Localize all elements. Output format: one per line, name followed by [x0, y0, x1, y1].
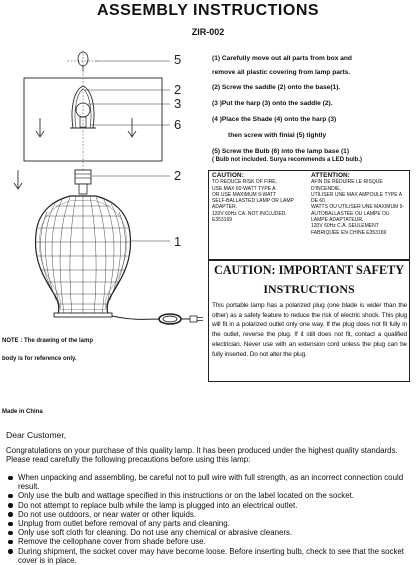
- caution-line: TO REDUCE RISK OF FIRE,: [212, 179, 277, 186]
- attention-heading: ATTENTION:: [311, 172, 350, 179]
- caution-english: [212, 173, 308, 223]
- note-line: NOTE : The drawing of the lamp: [2, 338, 94, 344]
- step-line: then screw with finial (5) tightly: [228, 132, 327, 139]
- caution-line: AFIN DE RÉDUIRE LE RISQUE D'INCENDIE,: [311, 179, 383, 192]
- list-item: During shipment, the socket cover may have become loose. Before inserting bulb, check to see that the socket cover is in place.: [6, 547, 410, 565]
- step-line: remove all plastic covering from lamp parts.: [212, 69, 351, 76]
- safety-body: This portable lamp has a polarized plug (one blade is wider than the other) as a safety feature to reduce the risk of electric shock. This plug will fit in a polarized outlet only one way. If the plug does not fit fully in the outlet, reverse the plug. If it still does not fit, contact a qualified electrician. Never use with an extension cord unless the plug can be fully inserted. Do not alter the plug.: [212, 302, 407, 358]
- list-item: Do not use outdoors, or near water or other liquids.: [6, 510, 410, 519]
- safety-instructions-box: [208, 259, 410, 382]
- label-shade: 2: [174, 82, 182, 97]
- list-item: Only use the bulb and wattage specified in this instructions or on the label located on the socket.: [6, 491, 410, 500]
- label-bulb: 6: [174, 117, 182, 132]
- power-cord-drawing: [112, 314, 203, 324]
- safety-heading: CAUTION: IMPORTANT SAFETY: [213, 263, 405, 277]
- caution-line: OR USE MAXIMUM 9-WATT: [212, 191, 277, 198]
- note-line: body is for reference only.: [2, 356, 77, 362]
- caution-line: SELF-BALLASTED LAMP OR LAMP ADAPTER.: [212, 198, 294, 211]
- step-line: ( Bulb not included. Surya recommends a LED bulb.): [212, 157, 363, 163]
- shade-outline: [24, 78, 162, 161]
- list-item: Do not attempt to replace bulb while the lamp is plugged into an electrical outlet.: [6, 501, 410, 510]
- label-harp: 3: [174, 96, 182, 111]
- socket-drawing: [75, 170, 91, 194]
- caution-heading: CAUTION:: [212, 172, 244, 179]
- lamp-base-drawing: [35, 196, 130, 317]
- caution-line: 120V 60Hz C.A. SEULEMENT FABRIQUÉE EN CHINE E353169: [311, 223, 387, 236]
- step-line: (2) Screw the saddle (2) onto the base(1).: [212, 84, 341, 91]
- greeting: Dear Customer,: [6, 430, 67, 440]
- caution-line: 120V 60Hz CA. NOT INCLUDED. E353169: [212, 210, 287, 224]
- finial-drawing: [67, 50, 99, 74]
- caution-line: AUTOBALLASTÉE OU LAMPE OU LAMPE ADAPTATEUR.: [311, 210, 390, 224]
- caution-french: [311, 173, 407, 236]
- made-in-label: Made in China: [2, 409, 43, 415]
- label-base: 1: [174, 234, 182, 249]
- page-title: ASSEMBLY INSTRUCTIONS: [96, 2, 320, 19]
- caution-line: USE MAX 60-WATT TYPE A: [212, 185, 276, 192]
- safety-subheading: INSTRUCTIONS: [263, 282, 355, 296]
- list-item: Only use soft cloth for cleaning. Do not use any chemical or abrasive cleaners.: [6, 528, 410, 537]
- harp-drawing: [70, 74, 96, 178]
- label-saddle: 2: [174, 168, 182, 183]
- label-finial: 5: [174, 52, 182, 67]
- caution-label: [208, 170, 410, 261]
- step-line: (4 )Place the Shade (4) onto the harp (3): [212, 116, 337, 123]
- caution-line: UTILISER UNE MAX AMPOULE TYPE A DE 60: [311, 191, 402, 205]
- list-item: When unpacking and assembling, be careful not to pull wire with full strength, as an incorrect connection could result.: [6, 473, 410, 491]
- list-item: Unplug from outlet before removal of any parts and cleaning.: [6, 519, 410, 528]
- step-line: (5) Screw the Bulb (6) into the lamp base (1): [212, 148, 350, 155]
- step-line: (3 )Put the harp (3) onto the saddle (2).: [212, 100, 333, 107]
- precautions-list: [6, 473, 410, 565]
- list-item: Remove the cellophane cover from shade before use.: [6, 537, 410, 546]
- model-number: ZIR-002: [191, 27, 225, 37]
- intro-paragraph: Congratulations on your purchase of this quality lamp. It has been produced under the highest quality standards. Please read carefully the following precautions before using this lamp:: [6, 446, 398, 465]
- step-line: (1) Carefully move out all parts from box and: [212, 55, 352, 62]
- caution-line: WATTS OU UTILISER UNE MAXIMUM 9-: [311, 204, 405, 211]
